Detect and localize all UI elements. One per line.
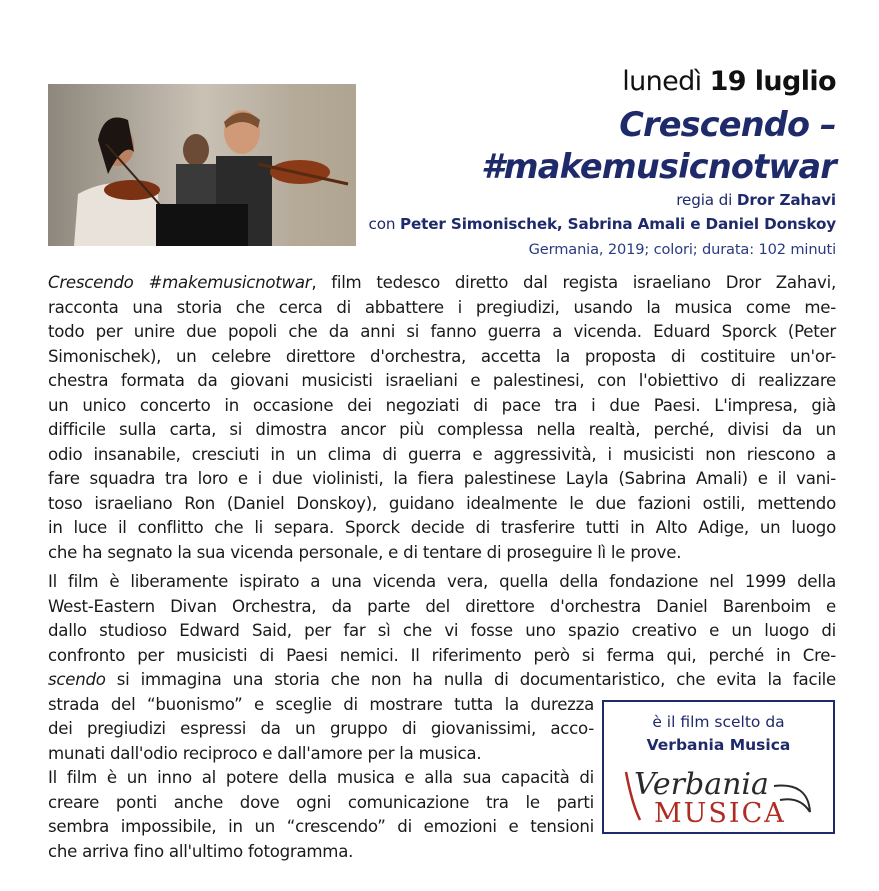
text-line: che arriva fino all'ultimo fotogramma. bbox=[48, 841, 354, 861]
film-title bbox=[481, 104, 836, 188]
selection-box bbox=[602, 700, 835, 834]
text-line: munati dall'odio reciproco e dall'amore per la musica. bbox=[48, 743, 482, 763]
director-credit bbox=[676, 191, 836, 209]
cast-names: Peter Simonischek, Sabrina Amali e Daniel Donskoy bbox=[400, 215, 836, 233]
text-fragment: , film tedesco diretto dal regista israeliano Dror Zahavi, bbox=[311, 273, 836, 292]
verbania-musica-logo bbox=[624, 764, 818, 826]
director-label: regia di bbox=[676, 191, 733, 209]
text-line: un unico concerto in occasione dei negoziati di pace tra i due Paesi. L'impresa, già bbox=[48, 395, 836, 415]
text-line: chestra formata da giovani musicisti israeliani e palestinesi, con l'obiettivo di realizzare bbox=[48, 371, 836, 390]
text-line: difficile sulla carta, si dimostra ancor più complessa nella realtà, perché, divisi da un bbox=[48, 420, 836, 439]
text-line: confronto per musicisti di Paesi nemici. Il riferimento però si ferma qui, perché in Cre- bbox=[48, 645, 836, 665]
film-title-line2: #makemusicnotwar bbox=[481, 147, 836, 186]
text-line: dei pregiudizi espressi da un gruppo di giovanissimi, acco- bbox=[48, 719, 594, 738]
text-line: racconta una storia che cerca di abbattere i pregiudizi, usando la musica come me- bbox=[48, 297, 836, 317]
film-title-line1: Crescendo – bbox=[619, 105, 836, 144]
text-line: che ha segnato la sua vicenda personale, e di tentare di proseguire lì le prove. bbox=[48, 542, 682, 562]
text-line: fare squadra tra loro e i due violinisti, la fiera palestinese Layla (Sabrina Amali) e il vani- bbox=[48, 469, 836, 488]
film-info: Germania, 2019; colori; durata: 102 minuti bbox=[528, 241, 836, 258]
text-line: toso israeliano Ron (Daniel Donskoy), guidano idealmente le due fazioni ostili, mettendo bbox=[48, 493, 836, 513]
text-line: strada del “buonismo” e sceglie di mostrare tutta la durezza bbox=[48, 694, 594, 714]
text-line bbox=[48, 668, 836, 693]
cast-label: con bbox=[368, 215, 396, 233]
logo-word-bottom: MUSICA bbox=[654, 798, 786, 826]
screening-date-value: 19 luglio bbox=[709, 66, 836, 97]
cast-credit bbox=[369, 215, 836, 233]
text-fragment: si immagina una storia che non ha nulla di documentaristico, che evita la facile bbox=[105, 670, 836, 689]
text-line: odio insanabile, cresciuti in un clima di guerra e aggressività, i musicisti non riescono a bbox=[48, 444, 836, 464]
text-line bbox=[48, 271, 836, 296]
text-line: Il film è un inno al potere della musica e alla sua capacità di bbox=[48, 768, 594, 787]
director-name: Dror Zahavi bbox=[736, 191, 836, 209]
text-line: sembra impossibile, in un “crescendo” di emozioni e tensioni bbox=[48, 817, 594, 836]
logo-word-top: Verbania bbox=[634, 767, 769, 802]
text-line: creare ponti anche dove ogni comunicazione tra le parti bbox=[48, 792, 594, 812]
text-line: todo per unire due popoli che da anni si fanno guerra a vicenda. Eduard Sporck (Peter bbox=[48, 322, 836, 341]
film-title-inline: scendo bbox=[48, 670, 106, 689]
film-title-inline: Crescendo #makemusicnotwar bbox=[48, 273, 312, 292]
film-still-image bbox=[48, 84, 356, 246]
text-line: dallo studioso Edward Said, per far sì che vi fosse uno spazio creativo e un luogo di bbox=[48, 621, 836, 640]
text-line: in luce il conflitto che li separa. Sporck decide di trasferire tutti in Alto Adige, un luogo bbox=[48, 518, 836, 537]
selection-organizer: Verbania Musica bbox=[646, 736, 791, 754]
screening-day: lunedì bbox=[622, 66, 702, 97]
synopsis-paragraph bbox=[48, 271, 836, 565]
text-line: Simonischek), un celebre direttore d'orchestra, accetta la proposta di costituire un'or- bbox=[48, 346, 836, 366]
text-line: West-Eastern Divan Orchestra, da parte del direttore d'orchestra Daniel Barenboim e bbox=[48, 596, 836, 616]
screening-date bbox=[622, 66, 836, 97]
selection-caption: è il film scelto da bbox=[652, 713, 785, 731]
text-line: Il film è liberamente ispirato a una vicenda vera, quella della fondazione nel 1999 della bbox=[48, 572, 836, 591]
